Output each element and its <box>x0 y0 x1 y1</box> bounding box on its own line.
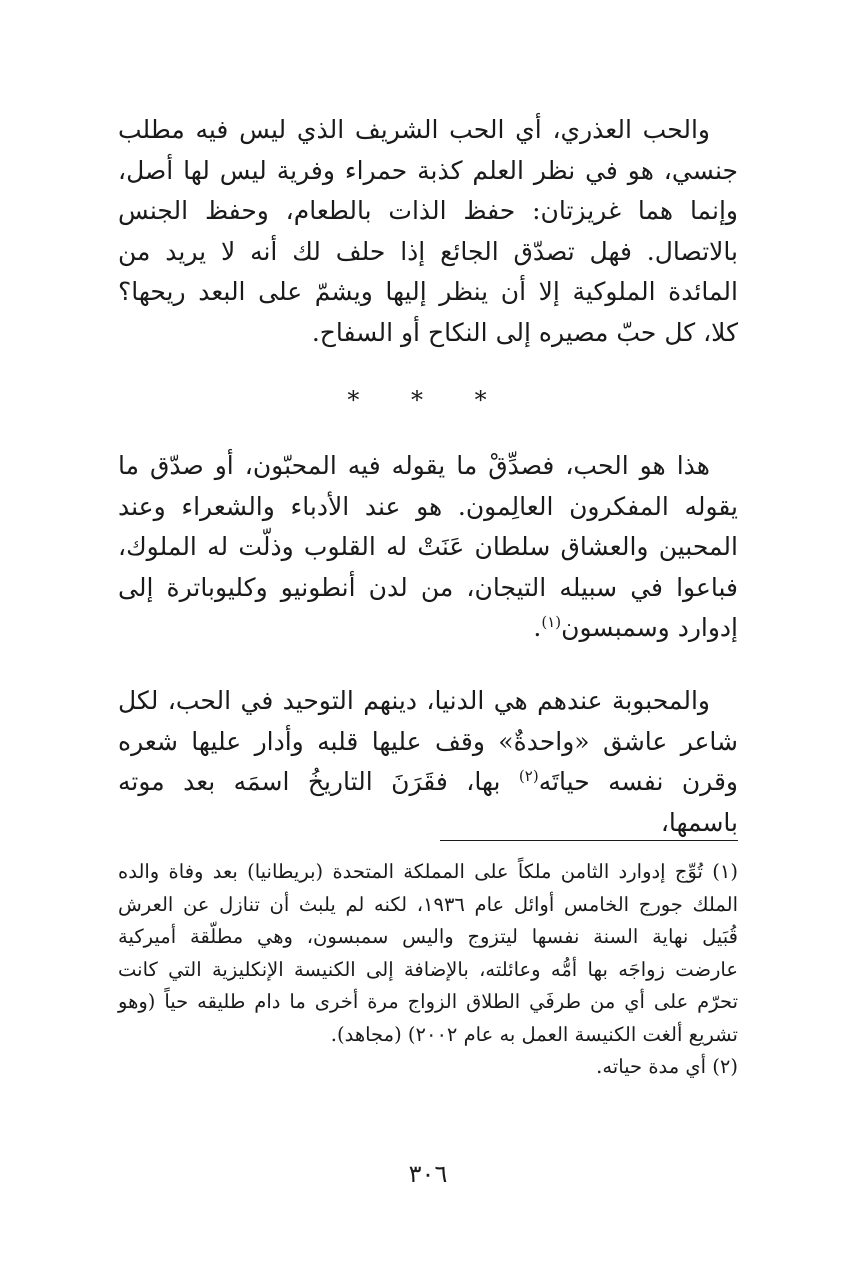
paragraph-love-kings-text: هذا هو الحب، فصدِّقْ ما يقوله فيه المحبّون، أو صدّق ما يقوله المفكرون العالِمون. هو عند الأدباء والشعراء وعند المحبين والعشاق سلطان عَنَتْ له القلوب وذلّت له الملوك، فباعوا في سبيله التيجان، من لدن أنطونيو وكليوباترة إلى إدوارد وسمبسون <box>118 451 738 642</box>
footnote-divider <box>440 840 738 841</box>
paragraph-beloved-world <box>118 681 738 843</box>
footnotes <box>118 856 738 1084</box>
section-separator: * * * <box>347 386 509 414</box>
page-number: ٣٠٦ <box>408 1160 448 1188</box>
footnote-ref-2: (٢) <box>518 767 539 785</box>
footnote-ref-1: (١) <box>541 613 562 631</box>
paragraph-beloved-world-text-2: بها، فقَرَنَ التاريخُ اسمَه بعد موته باسمها، <box>118 767 738 837</box>
paragraph-love-kings <box>118 446 738 649</box>
footnote-1: (١) تُوِّج إدوارد الثامن ملكاً على المملكة المتحدة (بريطانيا) بعد وفاة والده الملك جورج الخامس أوائل عام ١٩٣٦، لكنه لم يلبث أن تنازل عن العرش قُبَيل نهاية السنة نفسها ليتزوج واليس سمبسون، وهي مطلّقة أميركية عارضت زواجَه بها أمُّه وعائلته، بالإضافة إلى الكنيسة الإنكليزية التي كانت تحرّم على أي من طرفَي الطلاق الزواج مرة أخرى ما دام طليقه حياً (وهو تشريع ألغت الكنيسة العمل به عام ٢٠٠٢) (مجاهد). <box>118 860 739 1046</box>
paragraph-beloved-world-text-1: والمحبوبة عندهم هي الدنيا، دينهم التوحيد في الحب، لكل شاعر عاشق «واحدةٌ» وقف عليها قلبه وأدار عليها شعره وقرن نفسه حياتَه <box>118 686 738 796</box>
paragraph-love-kings-end: . <box>533 613 542 642</box>
paragraph-udhri-love: والحب العذري، أي الحب الشريف الذي ليس فيه مطلب جنسي، هو في نظر العلم كذبة حمراء وفرية ليس لها أصل، وإنما هما غريزتان: حفظ الذات بالطعام، وحفظ الجنس بالاتصال. فهل تصدّق الجائع إذا حلف لك أنه لا يريد من المائدة الملوكية إلا أن ينظر إليها ويشمّ على البعد ريحها؟ كلا، كل حبّ مصيره إلى النكاح أو السفاح. <box>118 115 738 347</box>
footnote-2: (٢) أي مدة حياته. <box>596 1055 738 1078</box>
